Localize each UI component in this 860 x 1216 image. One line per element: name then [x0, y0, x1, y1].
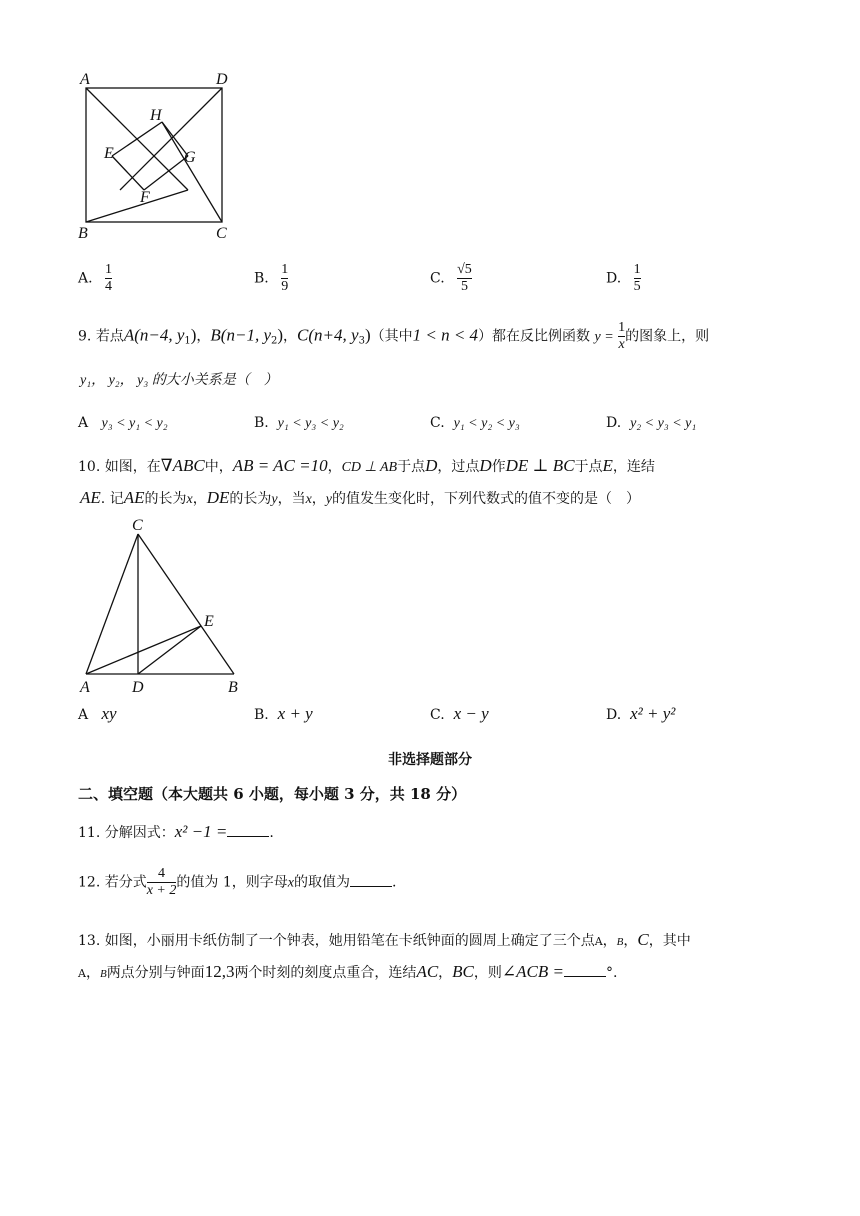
square-figure — [70, 66, 240, 246]
q9-option-b: B. y₁ < y₃ < y₂ — [254, 415, 344, 431]
line-ch — [162, 122, 222, 222]
q9-line2: y₁， y₂， y₃ 的大小关系是（ ） — [80, 373, 278, 388]
side-ac — [86, 534, 138, 674]
q12: 12. 若分式 $\frac{4}{x + 2}$ 的值为 1，则字母x的取值为 . — [78, 866, 397, 898]
q10-option-d: D. x² + y² — [606, 704, 676, 723]
section-title: 非选择题部分 — [388, 752, 472, 768]
label-d: D — [216, 71, 228, 88]
q11-answer-blank[interactable] — [227, 822, 269, 837]
q13-answer-blank[interactable] — [564, 962, 606, 977]
side-cb — [138, 534, 234, 674]
q10-option-b: B. x + y — [254, 704, 313, 723]
triangle-figure — [70, 516, 250, 696]
label-g: G — [184, 149, 196, 166]
label-f: F — [140, 189, 150, 206]
inner-fg — [144, 156, 188, 190]
inner-he — [112, 122, 162, 156]
label-c: C — [216, 225, 227, 242]
q12-answer-blank[interactable] — [350, 872, 392, 887]
q13-line1: 13. 如图，小丽用卡纸仿制了一个钟表，她用铅笔在卡纸钟面的圆周上确定了三个点A，B，C，其中 — [78, 930, 691, 949]
q10-option-a: A xy — [78, 704, 117, 723]
label-c: C — [132, 517, 143, 534]
segment-ae — [86, 626, 201, 674]
q8-option-d: D. $\frac{1}{5}$ — [606, 262, 641, 294]
q8-option-a: A. $\frac{1}{4}$ — [78, 262, 113, 294]
q10-option-c: C. x − y — [430, 704, 489, 723]
q10-line1: 10. 如图，在∇ABC中，AB = AC =10，CD ⊥ AB于点D，过点D作DE ⊥ BC于点E，连结 — [78, 456, 655, 475]
q9-option-a: A y₃ < y₁ < y₂ — [78, 415, 168, 431]
inner-ef — [112, 156, 144, 190]
label-d: D — [132, 679, 144, 696]
label-e: E — [204, 613, 214, 630]
label-a: A — [80, 71, 90, 88]
label-b: B — [228, 679, 238, 696]
q9-option-c: C. y₁ < y₂ < y₃ — [430, 415, 520, 431]
q8-option-b: B. $\frac{1}{9}$ — [254, 262, 289, 294]
line-bf — [86, 190, 188, 222]
label-b: B — [78, 225, 88, 242]
section2-heading: 二、填空题（本大题共 6 小题，每小题 3 分，共 18 分） — [78, 785, 467, 803]
line-dc — [120, 88, 222, 190]
q9-option-d: D. y₂ < y₃ < y₁ — [606, 415, 697, 431]
q10-line2: AE. 记AE的长为x，DE的长为y，当x，y的值发生变化时，下列代数式的值不变的是（ ） — [80, 488, 641, 507]
q13-line2: A，B两点分别与钟面12,3两个时刻的刻度点重合，连结AC，BC，则∠ACB = °. — [78, 962, 618, 981]
segment-de — [138, 626, 201, 674]
label-a: A — [80, 679, 90, 696]
label-h: H — [150, 107, 162, 124]
q9-line1: 9. 若点A(n−4, $y_1$)，B(n−1, $y_2$)，C(n+4, $y_3$)（其中1 < n < 4）都在反比例函数 y = $\frac{1}{x}$ 的图象上，则 — [78, 320, 710, 352]
label-e: E — [104, 145, 114, 162]
q8-option-c: C. $\frac{√5}{5}$ — [430, 262, 472, 294]
q11: 11. 分解因式：x² −1 = . — [78, 822, 274, 841]
